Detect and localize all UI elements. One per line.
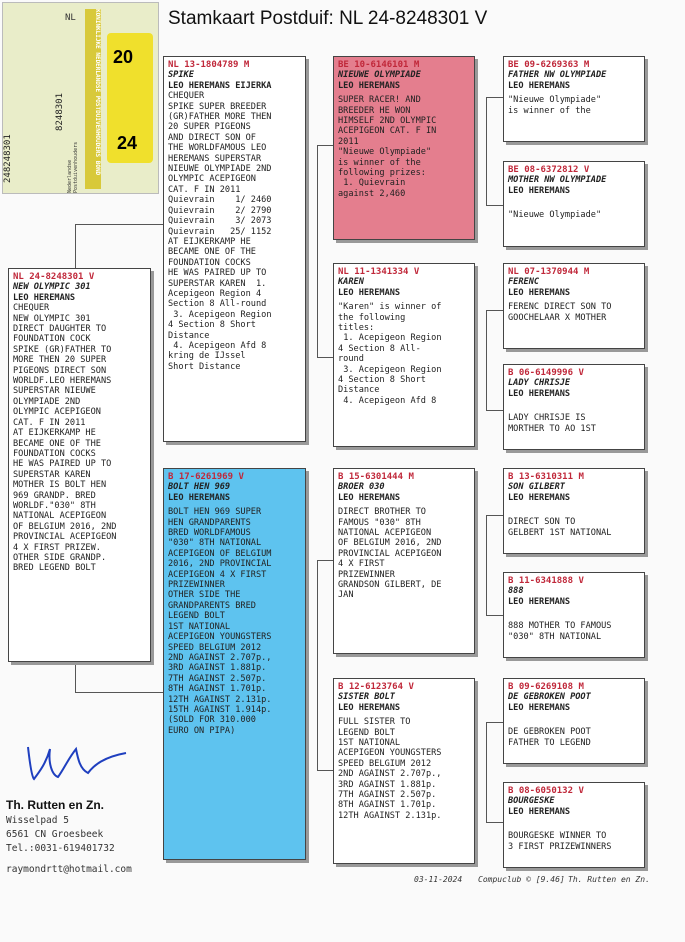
pigeon-owner: LEO HEREMANS xyxy=(508,287,571,298)
connector-line xyxy=(317,560,318,770)
pigeon-description: "Nieuwe Olympiade" is winner of the xyxy=(508,95,602,116)
pigeon-card-gen3-5 xyxy=(503,468,645,554)
pigeon-name: BOURGESKE xyxy=(508,796,555,807)
connector-line xyxy=(486,615,503,616)
breeder-email: raymondrtt@hotmail.com xyxy=(6,864,132,875)
pigeon-name: FERENC xyxy=(508,277,540,288)
pigeon-name: MOTHER NW OLYMPIADE xyxy=(508,175,607,186)
connector-line xyxy=(75,224,163,225)
ring-number: NL 13-1804789 M xyxy=(168,60,250,70)
ring-number: B 06-6149996 V xyxy=(508,368,584,378)
ring-number: BE 10-6146101 M xyxy=(338,60,420,70)
pigeon-name: SPIKE xyxy=(168,70,194,81)
pigeon-name: DE GEBROKEN POOT xyxy=(508,692,591,703)
pigeon-owner: LEO HEREMANS xyxy=(338,492,401,503)
footer-date: 03-11-2024 xyxy=(414,875,463,884)
pigeon-description: DIRECT SON TO GELBERT 1ST NATIONAL xyxy=(508,517,612,538)
connector-line xyxy=(75,662,76,692)
pigeon-name: LADY CHRISJE xyxy=(508,378,571,389)
pigeon-owner: LEO HEREMANS xyxy=(508,185,571,196)
pigeon-card-sire-sire xyxy=(333,56,475,240)
connector-line xyxy=(486,722,487,822)
pigeon-card-gen3-6 xyxy=(503,572,645,658)
label-year-2: 24 xyxy=(117,133,138,153)
breeder-city: 6561 CN Groesbeek xyxy=(6,829,104,840)
pigeon-owner: LEO HEREMANS xyxy=(508,388,571,399)
connector-line xyxy=(486,515,487,615)
pigeon-name: FATHER NW OLYMPIADE xyxy=(508,70,607,81)
pigeon-owner: LEO HEREMANS xyxy=(338,702,401,713)
pigeon-description: "Karen" is winner of the following titles: 1. Acepigeon Region 4 Section 8 All- round 3. Acepigeon Region 4 Section 8 Short Distance 4. Acepigeon Afd 8 xyxy=(338,302,442,406)
pigeon-name: NIEUWE OLYMPIADE xyxy=(338,70,421,81)
pigeon-description: CHEQUER NEW OLYMPIC 301 DIRECT DAUGHTER TO FOUNDATION COCK SPIKE (GR)FATHER TO MORE THEN 20 SUPER PIGEONS DIRECT SON WORLDF.LEO HEREMANS SUPERSTAR NIEUWE OLYMPIADE 2ND OLYMPIC ACEPIGEON CAT. F IN 2011 AT EIJKERKAMP HE BECAME ONE OF THE FOUNDATION COCKS HE WAS PAIRED UP TO SUPERSTAR KAREN MOTHER IS BOLT HEN 969 GRANDP. BRED WORLDF."030" 8TH NATIONAL ACEPIGEON OF BELGIUM 2016, 2ND PROVINCIAL ACEPIGEON 4 X FIRST PRIZEW. OTHER SIDE GRANDP. BRED LEGEND BOLT xyxy=(13,303,117,574)
connector-line xyxy=(486,97,487,205)
pigeon-name: NEW OLYMPIC 301 xyxy=(13,282,91,293)
connector-line xyxy=(317,560,333,561)
pigeon-description: "Nieuwe Olympiade" xyxy=(508,210,602,221)
ring-number: B 08-6050132 V xyxy=(508,786,584,796)
pigeon-card-gen3-2 xyxy=(503,161,645,247)
connector-line xyxy=(317,357,333,358)
pigeon-owner: LEO HEREMANS EIJERKA xyxy=(168,80,272,91)
connector-line xyxy=(486,97,503,98)
ring-number: NL 07-1370944 M xyxy=(508,267,590,277)
pigeon-card-dam-sire xyxy=(333,468,475,654)
label-country: NL xyxy=(65,13,76,23)
pigeon-description: DIRECT BROTHER TO FAMOUS "030" 8TH NATIONAL ACEPIGEON OF BELGIUM 2016, 2ND PROVINCIAL ACEPIGEON 4 X FIRST PRIZEWINNER GRANDSON GILBERT, DE JAN xyxy=(338,507,442,601)
ring-number: B 12-6123764 V xyxy=(338,682,414,692)
footer-software: Compuclub © [9.46] xyxy=(478,875,565,884)
pigeon-description: SUPER RACER! AND BREEDER HE WON HIMSELF 2ND OLYMPIC ACEPIGEON CAT. F IN 2011 "Nieuwe Olympiade" is winner of the following prizes: 1. Quievrain against 2,460 xyxy=(338,95,437,199)
connector-line xyxy=(75,692,163,693)
breeder-name: Th. Rutten en Zn. xyxy=(6,798,104,812)
label-org-text: KONINKLIJKE NEDERLANDSE POSTDUIVENHOUDERS BOND xyxy=(85,9,101,189)
ring-number: B 15-6301444 M xyxy=(338,472,414,482)
connector-line xyxy=(75,224,76,269)
label-year-badge xyxy=(107,33,153,163)
pigeon-owner: LEO HEREMANS xyxy=(338,80,401,91)
pigeon-card-sire xyxy=(163,56,306,442)
pigeon-description: FERENC DIRECT SON TO GOOCHELAAR X MOTHER xyxy=(508,302,612,323)
label-small-text: Nederlandse Postduivenhouders xyxy=(67,141,79,193)
connector-line xyxy=(317,770,333,771)
pigeon-owner: LEO HEREMANS xyxy=(168,492,231,503)
label-number: 8248301 xyxy=(55,93,65,131)
connector-line xyxy=(317,145,318,357)
pigeon-name: SISTER BOLT xyxy=(338,692,395,703)
connector-line xyxy=(486,515,503,516)
pigeon-name: 888 xyxy=(508,586,524,597)
connector-line xyxy=(486,410,503,411)
connector-line xyxy=(486,310,503,311)
ring-number: B 11-6341888 V xyxy=(508,576,584,586)
pigeon-owner: LEO HEREMANS xyxy=(13,292,76,303)
pigeon-name: SON GILBERT xyxy=(508,482,565,493)
ring-number: NL 24-8248301 V xyxy=(13,272,95,282)
pigeon-owner: LEO HEREMANS xyxy=(508,80,571,91)
label-side-number: 248248301 xyxy=(3,134,13,183)
ring-number: NL 11-1341334 V xyxy=(338,267,420,277)
connector-line xyxy=(486,822,503,823)
connector-line xyxy=(486,205,503,206)
pigeon-card-gen3-1 xyxy=(503,56,645,142)
pigeon-owner: LEO HEREMANS xyxy=(508,806,571,817)
pigeon-card-sire-dam xyxy=(333,263,475,447)
pigeon-owner: LEO HEREMANS xyxy=(508,492,571,503)
connector-line xyxy=(486,722,503,723)
pigeon-card-dam xyxy=(163,468,306,860)
pigeon-card-gen3-7 xyxy=(503,678,645,764)
connector-line xyxy=(486,310,487,410)
pigeon-card-gen3-3 xyxy=(503,263,645,349)
pigeon-name: KAREN xyxy=(338,277,364,288)
pigeon-card-gen3-4 xyxy=(503,364,645,450)
ring-number: B 17-6261969 V xyxy=(168,472,244,482)
pigeon-owner: LEO HEREMANS xyxy=(508,596,571,607)
page-title: Stamkaart Postduif: NL 24-8248301 V xyxy=(168,8,488,29)
connector-line xyxy=(317,145,333,146)
ring-number: B 09-6269108 M xyxy=(508,682,584,692)
signature-image xyxy=(18,735,138,785)
pigeon-description: DE GEBROKEN POOT FATHER TO LEGEND xyxy=(508,727,591,748)
breeder-street: Wisselpad 5 xyxy=(6,815,69,826)
ring-label-sticker xyxy=(2,2,159,194)
pigeon-name: BROER 030 xyxy=(338,482,385,493)
pigeon-card-gen3-8 xyxy=(503,782,645,868)
pigeon-owner: LEO HEREMANS xyxy=(338,287,401,298)
pigeon-owner: LEO HEREMANS xyxy=(508,702,571,713)
footer-owner: Th. Rutten en Zn. xyxy=(568,875,650,884)
ring-number: BE 08-6372812 V xyxy=(508,165,590,175)
pigeon-name: BOLT HEN 969 xyxy=(168,482,231,493)
pigeon-description: 888 MOTHER TO FAMOUS "030" 8TH NATIONAL xyxy=(508,621,612,642)
pigeon-card-dam-dam xyxy=(333,678,475,864)
breeder-phone: Tel.:0031-619401732 xyxy=(6,843,115,854)
pigeon-description: LADY CHRISJE IS MORTHER TO AO 1ST xyxy=(508,413,596,434)
pigeon-description: CHEQUER SPIKE SUPER BREEDER (GR)FATHER MORE THEN 20 SUPER PIGEONS AND DIRECT SON OF THE WORLDFAMOUS LEO HEREMANS SUPERSTAR NIEUWE OLYMPIADE 2ND OLYMPIC ACEPIGEON CAT. F IN 2011 Quievrain 1/ 2460 Quievrain 2/ 2790 Quievrain 3/ 2073 Quievrain 25/ 1152 AT EIJKERKAMP HE BECAME ONE OF THE FOUNDATION COCKS HE WAS PAIRED UP TO SUPERSTAR KAREN 1. Acepigeon Region 4 Section 8 All-round 3. Acepigeon Region 4 Section 8 Short Distance 4. Acepigeon Afd 8 kring de IJssel Short Distance xyxy=(168,91,272,372)
label-year: 20 xyxy=(113,47,134,67)
pigeon-description: BOLT HEN 969 SUPER HEN GRANDPARENTS BRED WORLDFAMOUS "030" 8TH NATIONAL ACEPIGEON OF BELGIUM 2016, 2ND PROVINCIAL ACEPIGEON 4 X FIRST PRIZEWINNER OTHER SIDE THE GRANDPARENTS BRED LEGEND BOLT 1ST NATIONAL ACEPIGEON YOUNGSTERS SPEED BELGIUM 2012 2ND AGAINST 2.707p., 3RD AGAINST 1.881p. 7TH AGAINST 2.507p. 8TH AGAINST 1.701p. 12TH AGAINST 2.131p. 15TH AGAINST 1.914p. (SOLD FOR 310.000 EURO ON PIPA) xyxy=(168,507,272,736)
ring-number: BE 09-6269363 M xyxy=(508,60,590,70)
pigeon-description: BOURGESKE WINNER TO 3 FIRST PRIZEWINNERS xyxy=(508,831,612,852)
pigeon-card-main xyxy=(8,268,151,662)
pigeon-description: FULL SISTER TO LEGEND BOLT 1ST NATIONAL ACEPIGEON YOUNGSTERS SPEED BELGIUM 2012 2ND AGAINST 2.707p., 3RD AGAINST 1.881p. 7TH AGAINST 2.507p. 8TH AGAINST 1.701p. 12TH AGAINST 2.131p. xyxy=(338,717,442,821)
ring-number: B 13-6310311 M xyxy=(508,472,584,482)
